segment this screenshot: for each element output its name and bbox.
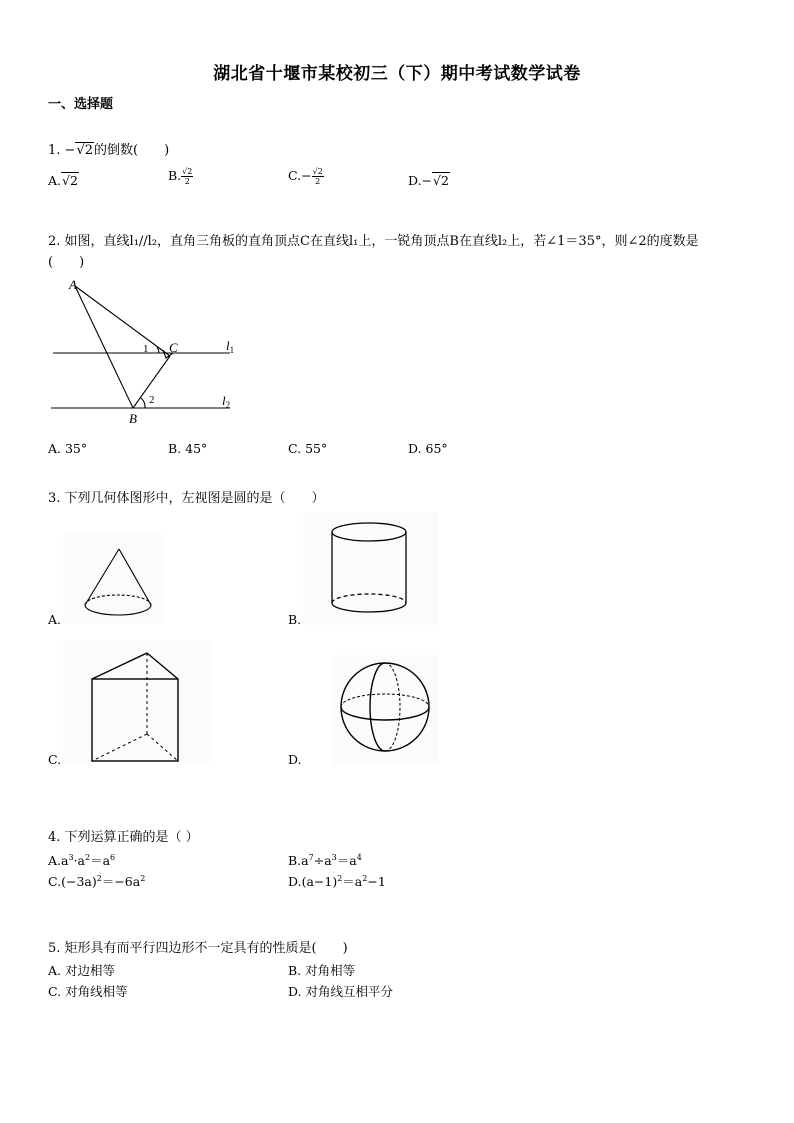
label-l1: $l_1$ — [226, 338, 235, 355]
section-heading: 一、选择题 — [48, 97, 114, 112]
cylinder-figure — [303, 513, 438, 625]
question-2-option-d: D. 65° — [408, 441, 448, 456]
question-3-stem: 3. 下列几何体图形中，左视图是圆的是（ ） — [48, 491, 325, 506]
question-1-option-a: A.√2 — [48, 173, 78, 188]
question-5-stem: 5. 矩形具有而平行四边形不一定具有的性质是( ) — [48, 941, 348, 956]
triangular-prism-figure — [63, 640, 211, 762]
question-4-option-a: $A.a^3\cdot a^2=a^6$ — [48, 852, 116, 868]
page-title: 湖北省十堰市某校初三（下）期中考试数学试卷 — [213, 64, 581, 84]
question-4-option-c: $C.(-3a)^2=-6a^2$ — [48, 873, 146, 889]
question-5-option-b: B. 对角相等 — [288, 963, 356, 978]
segment-ac — [75, 286, 170, 356]
segment-ab — [75, 286, 133, 408]
question-5-option-a: A. 对边相等 — [48, 963, 115, 978]
fraction: $\frac{√2}{2}$ — [182, 167, 193, 186]
label-b: B — [129, 411, 137, 426]
question-1-stem: 1. −√2的倒数( ) — [48, 143, 170, 158]
question-2-option-c: C. 55° — [288, 441, 328, 456]
sphere-figure — [333, 655, 438, 765]
question-2-option-b: B. 45° — [168, 441, 208, 456]
question-1-option-d: D.−√2 — [408, 173, 449, 188]
angle-2-label: 2 — [149, 394, 155, 406]
question-3-label-b: B. — [288, 612, 302, 627]
question-4-option-b: $B.a^7\div a^3=a^4$ — [288, 852, 362, 868]
question-5-option-d: D. 对角线互相平分 — [288, 984, 394, 999]
question-4-stem: 4. 下列运算正确的是（ ） — [48, 830, 199, 845]
cone-figure — [63, 533, 163, 623]
label-c: C — [169, 340, 178, 355]
label-a: A — [69, 277, 77, 292]
radical-sign: √2 — [76, 143, 94, 158]
question-2-stem: 2. 如图，直线l₁//l₂，直角三角板的直角顶点C在直线l₁上，一锐角顶点B在直线l₂上，若∠1＝35°，则∠2的度数是 — [48, 234, 699, 249]
question-3-label-c: C. — [48, 752, 62, 767]
question-4-option-d: $D.(a-1)^2=a^2-1$ — [288, 873, 386, 889]
question-2-figure — [45, 278, 245, 428]
question-3-label-a: A. — [48, 612, 62, 627]
label-l2: $l_2$ — [222, 393, 231, 410]
question-1-option-b: B. $\frac{√2}{2}$ — [168, 167, 193, 186]
question-3-label-d: D. — [288, 752, 302, 767]
angle-1-label: 1 — [143, 343, 149, 355]
question-2-option-a: A. 35° — [48, 441, 88, 456]
fraction: $\frac{√2}{2}$ — [312, 167, 323, 186]
angle-2-arc — [141, 398, 145, 408]
question-5-option-c: C. 对角线相等 — [48, 984, 128, 999]
question-2-stem-cont: ( ) — [48, 255, 85, 270]
question-1-option-c: C.− $\frac{√2}{2}$ — [288, 167, 323, 186]
